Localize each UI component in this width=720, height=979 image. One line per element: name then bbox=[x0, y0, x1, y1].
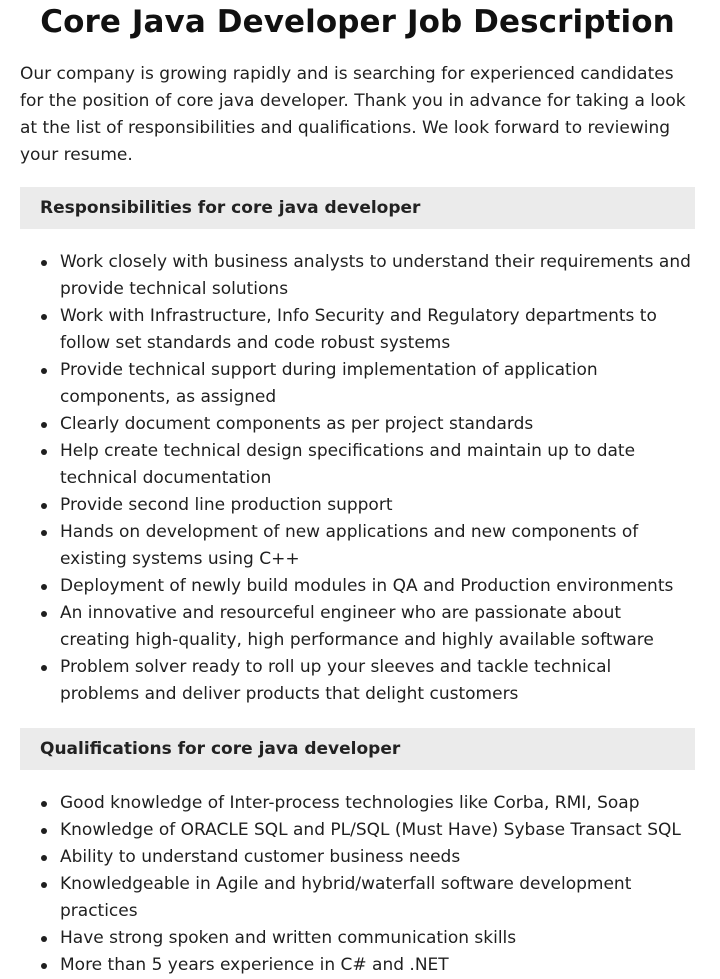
list-item bbox=[20, 600, 695, 654]
bullet-icon bbox=[41, 665, 47, 671]
list-item bbox=[20, 925, 695, 952]
list-item-text: Help create technical design specifications and maintain up to date technical documentation bbox=[60, 441, 636, 488]
list-item-text: Work closely with business analysts to understand their requirements and provide technical solutions bbox=[60, 252, 691, 299]
bullet-icon bbox=[41, 936, 47, 942]
list-item bbox=[20, 411, 695, 438]
list-item bbox=[20, 438, 695, 492]
list-item-text: Ability to understand customer business needs bbox=[60, 847, 461, 867]
list-item-text: Knowledge of ORACLE SQL and PL/SQL (Must Have) Sybase Transact SQL bbox=[60, 820, 681, 840]
bullet-icon bbox=[41, 314, 47, 320]
list-item bbox=[20, 492, 695, 519]
responsibilities-list bbox=[20, 249, 695, 708]
bullet-icon bbox=[41, 260, 47, 266]
list-item-text: Work with Infrastructure, Info Security and Regulatory departments to follow set standards and code robust systems bbox=[60, 306, 657, 353]
page-title: Core Java Developer Job Description bbox=[40, 4, 675, 40]
bullet-icon bbox=[41, 828, 47, 834]
bullet-icon bbox=[41, 611, 47, 617]
list-item bbox=[20, 844, 695, 871]
bullet-icon bbox=[41, 882, 47, 888]
list-item bbox=[20, 357, 695, 411]
list-item-text: Clearly document components as per project standards bbox=[60, 414, 534, 434]
list-item-text: An innovative and resourceful engineer who are passionate about creating high-quality, high performance and highly available software bbox=[60, 603, 654, 650]
bullet-icon bbox=[41, 449, 47, 455]
list-item bbox=[20, 790, 695, 817]
list-item-text: Provide second line production support bbox=[60, 495, 393, 515]
list-item bbox=[20, 519, 695, 573]
bullet-icon bbox=[41, 801, 47, 807]
bullet-icon bbox=[41, 530, 47, 536]
intro-paragraph: Our company is growing rapidly and is searching for experienced candidates for the position of core java developer. Thank you in advance for taking a look at the list of responsibilities and qualifications. We look forward to reviewing your resume. bbox=[20, 64, 686, 165]
bullet-icon bbox=[41, 855, 47, 861]
list-item-text: Knowledgeable in Agile and hybrid/waterfall software development practices bbox=[60, 874, 632, 921]
list-item-text: Hands on development of new applications and new components of existing systems using C++ bbox=[60, 522, 639, 569]
list-item-text: Provide technical support during implementation of application components, as assigned bbox=[60, 360, 598, 407]
list-item bbox=[20, 573, 695, 600]
qualifications-list bbox=[20, 790, 695, 979]
bullet-icon bbox=[41, 963, 47, 969]
bullet-icon bbox=[41, 368, 47, 374]
bullet-icon bbox=[41, 584, 47, 590]
responsibilities-heading: Responsibilities for core java developer bbox=[20, 187, 695, 229]
bullet-icon bbox=[41, 422, 47, 428]
list-item bbox=[20, 654, 695, 708]
list-item-text: Have strong spoken and written communication skills bbox=[60, 928, 517, 948]
list-item bbox=[20, 249, 695, 303]
list-item bbox=[20, 303, 695, 357]
list-item-text: More than 5 years experience in C# and .NET bbox=[60, 955, 449, 975]
list-item bbox=[20, 952, 695, 979]
list-item-text: Deployment of newly build modules in QA and Production environments bbox=[60, 576, 674, 596]
list-item-text: Problem solver ready to roll up your sleeves and tackle technical problems and deliver products that delight customers bbox=[60, 657, 612, 704]
list-item-text: Good knowledge of Inter-process technologies like Corba, RMI, Soap bbox=[60, 793, 640, 813]
list-item bbox=[20, 871, 695, 925]
qualifications-heading: Qualifications for core java developer bbox=[20, 728, 695, 770]
bullet-icon bbox=[41, 503, 47, 509]
list-item bbox=[20, 817, 695, 844]
